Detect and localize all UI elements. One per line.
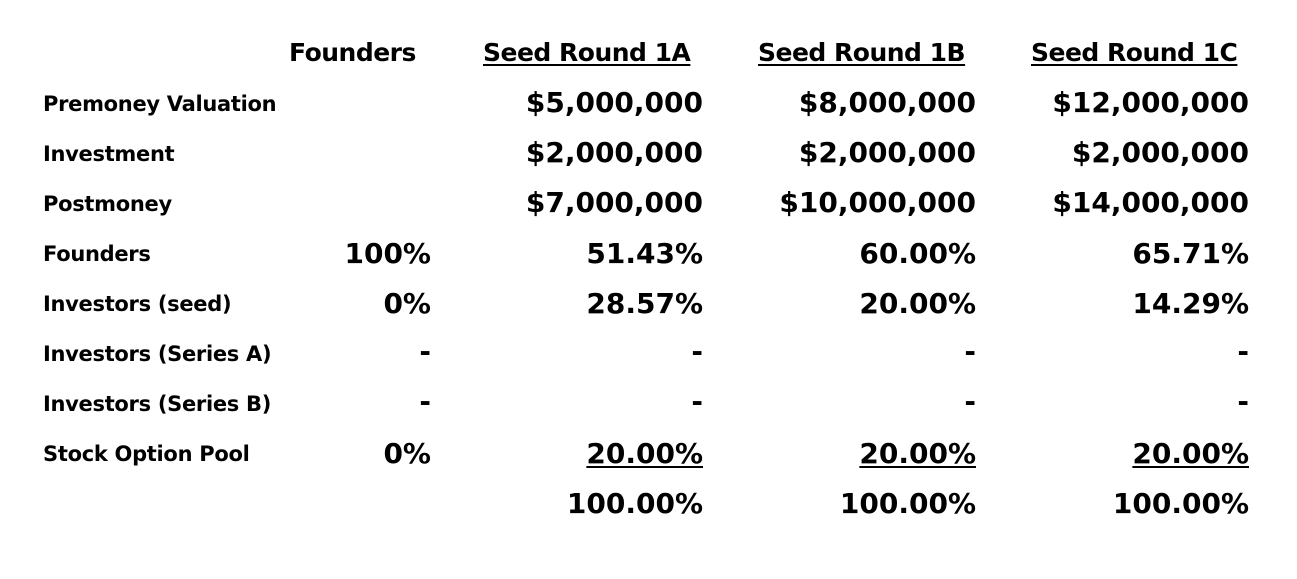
total-value: 100.00% <box>839 487 976 520</box>
cell-value: 20.00% <box>859 287 976 320</box>
cell-value: $8,000,000 <box>798 86 976 119</box>
row-label: Premoney Valuation <box>43 92 277 116</box>
header-seed-round-1a: Seed Round 1A <box>483 38 691 67</box>
cell-value: 28.57% <box>586 287 703 320</box>
cell-value: $2,000,000 <box>1071 136 1249 169</box>
header-founders: Founders <box>289 38 416 67</box>
row-label: Investors (Series B) <box>43 392 272 416</box>
cell-value: 0% <box>383 287 431 320</box>
header-seed-round-1c: Seed Round 1C <box>1031 38 1238 67</box>
cell-value: 100% <box>344 237 431 270</box>
cell-value: - <box>691 385 703 418</box>
cell-value: - <box>964 385 976 418</box>
row-label: Founders <box>43 242 151 266</box>
cell-value: - <box>1237 335 1249 368</box>
cell-value: $5,000,000 <box>525 86 703 119</box>
cell-value: - <box>691 335 703 368</box>
total-value: 100.00% <box>1112 487 1249 520</box>
cell-value: $2,000,000 <box>525 136 703 169</box>
cell-value: 20.00% <box>859 437 976 470</box>
cell-value: $2,000,000 <box>798 136 976 169</box>
cell-value: - <box>1237 385 1249 418</box>
cell-value: $10,000,000 <box>779 186 976 219</box>
header-seed-round-1b: Seed Round 1B <box>758 38 966 67</box>
cell-value: $12,000,000 <box>1052 86 1249 119</box>
cell-value: 20.00% <box>586 437 703 470</box>
cell-value: 60.00% <box>859 237 976 270</box>
cell-value: - <box>419 385 431 418</box>
row-label: Investors (Series A) <box>43 342 272 366</box>
cell-value: 20.00% <box>1132 437 1249 470</box>
cell-value: 14.29% <box>1132 287 1249 320</box>
cell-value: 0% <box>383 437 431 470</box>
total-value: 100.00% <box>566 487 703 520</box>
row-label: Postmoney <box>43 192 172 216</box>
cell-value: - <box>964 335 976 368</box>
row-label: Investment <box>43 142 175 166</box>
row-label: Investors (seed) <box>43 292 232 316</box>
cell-value: - <box>419 335 431 368</box>
row-label: Stock Option Pool <box>43 442 250 466</box>
cell-value: $7,000,000 <box>525 186 703 219</box>
cell-value: 65.71% <box>1132 237 1249 270</box>
cell-value: $14,000,000 <box>1052 186 1249 219</box>
cell-value: 51.43% <box>586 237 703 270</box>
